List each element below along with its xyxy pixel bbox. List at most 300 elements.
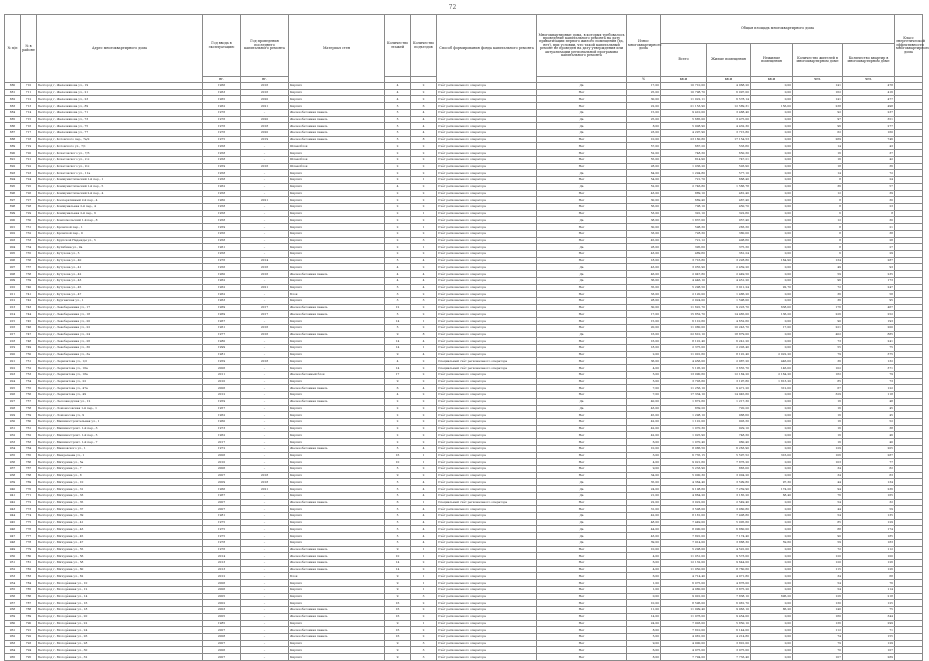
cell-fund-method: Счёт регионального оператора — [437, 560, 537, 567]
cell-area-total: 7 794,00 — [661, 654, 707, 661]
cell-n: 903 — [5, 237, 21, 244]
cell-area-res: 503,90 — [707, 163, 751, 170]
cell-year-renovation: – — [241, 627, 289, 634]
cell-fund-method: Счёт регионального оператора — [437, 633, 537, 640]
cell-floors: 2 — [385, 203, 411, 210]
cell-need-repair: Нет — [537, 197, 627, 204]
cell-wear: 15,00 — [627, 318, 661, 325]
cell-fund-method: Счёт регионального оператора — [437, 654, 537, 661]
cell-area-nonres: 0,00 — [751, 318, 793, 325]
cell-wear: 38,00 — [627, 217, 661, 224]
cell-material: Кирпич — [289, 647, 385, 654]
cell-area-total: 1 025,90 — [661, 432, 707, 439]
cell-material: Кирпич — [289, 197, 385, 204]
cell-energy-class — [895, 217, 923, 224]
cell-address: Белгород г, Кутузова ул., 41 — [37, 264, 203, 271]
cell-year-built: 1959 — [203, 224, 241, 231]
cell-year-built: 1958 — [203, 210, 241, 217]
cell-address: Белгород г, Мичурина ул., 8 — [37, 472, 203, 479]
cell-energy-class — [895, 499, 923, 506]
cell-year-built: 1962 — [203, 277, 241, 284]
table-row — [5, 210, 923, 217]
cell-apartments: 27 — [843, 244, 895, 251]
cell-fund-method: Счёт регионального оператора — [437, 324, 537, 331]
cell-area-nonres: 0,00 — [751, 499, 793, 506]
cell-wear: 54,00 — [627, 177, 661, 184]
cell-address: Белгород г, Курганская ул., 1 — [37, 298, 203, 305]
cell-year-renovation: – — [241, 573, 289, 580]
table-row — [5, 385, 923, 392]
cell-floors: 2 — [385, 150, 411, 157]
cell-area-nonres: 2 164,20 — [751, 371, 793, 378]
cell-area-total: 721,70 — [661, 177, 707, 184]
cell-material: Кирпич — [289, 593, 385, 600]
cell-area-total: 11 950,00 — [661, 566, 707, 573]
cell-floors: 4 — [385, 277, 411, 284]
cell-apartments: 107 — [843, 647, 895, 654]
cell-area-res: 3 801,00 — [707, 640, 751, 647]
cell-residents: 54 — [793, 580, 843, 587]
header-floors: Количество этажей — [385, 15, 411, 77]
table-row — [5, 291, 923, 298]
cell-need-repair: Да — [537, 492, 627, 499]
cell-n: 899 — [5, 210, 21, 217]
table-row — [5, 620, 923, 627]
cell-residents: 106 — [793, 452, 843, 459]
cell-residents: 112 — [793, 627, 843, 634]
cell-n: 897 — [5, 197, 21, 204]
cell-n: 911 — [5, 291, 21, 298]
cell-address: Белгород г, Железнякова ул., 89 — [37, 103, 203, 110]
cell-address: Белгород г, Левобережная ул., 17 — [37, 304, 203, 311]
cell-entrances: 4 — [411, 116, 437, 123]
cell-need-repair: Да — [537, 123, 627, 130]
cell-floors: 5 — [385, 103, 411, 110]
cell-energy-class — [895, 150, 923, 157]
cell-entrances: 2 — [411, 217, 437, 224]
cell-need-repair: Да — [537, 331, 627, 338]
cell-wear: 23,00 — [627, 130, 661, 137]
cell-residents: 54 — [793, 499, 843, 506]
cell-entrances: 1 — [411, 573, 437, 580]
cell-year-built: 1958 — [203, 250, 241, 257]
cell-residents: 76 — [793, 492, 843, 499]
cell-need-repair: Нет — [537, 613, 627, 620]
cell-energy-class — [895, 607, 923, 614]
cell-fund-method: Счёт регионального оператора — [437, 392, 537, 399]
cell-fund-method: Счёт регионального оператора — [437, 445, 537, 452]
cell-address: Белгород г, Мичурина ул., 37 — [37, 506, 203, 513]
cell-residents: 8 — [793, 230, 843, 237]
cell-fund-method: Счёт регионального оператора — [437, 183, 537, 190]
cell-year-built: 1972 — [203, 445, 241, 452]
cell-floors: 2 — [385, 244, 411, 251]
cell-entrances: 2 — [411, 291, 437, 298]
cell-region: 745 — [21, 318, 37, 325]
cell-material: Кирпич — [289, 472, 385, 479]
cell-n: 894 — [5, 177, 21, 184]
cell-need-repair: Да — [537, 526, 627, 533]
cell-energy-class — [895, 573, 923, 580]
cell-material: Кирпич — [289, 338, 385, 345]
cell-area-res: 8 760,60 — [707, 566, 751, 573]
cell-year-renovation: 2020 — [241, 130, 289, 137]
cell-n: 937 — [5, 465, 21, 472]
cell-material: Кирпич — [289, 264, 385, 271]
cell-year-renovation: – — [241, 277, 289, 284]
cell-region: 750 — [21, 351, 37, 358]
cell-area-nonres: 312,00 — [751, 385, 793, 392]
cell-fund-method: Счёт регионального оператора — [437, 539, 537, 546]
unit-apartments: чел. — [843, 77, 895, 83]
cell-region: 767 — [21, 465, 37, 472]
cell-area-nonres: 86,20 — [751, 607, 793, 614]
cell-entrances: 2 — [411, 465, 437, 472]
cell-year-renovation: – — [241, 459, 289, 466]
cell-fund-method: Счёт регионального оператора — [437, 627, 537, 634]
cell-address: Белгород г, Железнякова ул., 19 — [37, 83, 203, 90]
cell-apartments: 287 — [843, 452, 895, 459]
cell-fund-method: Счёт регионального оператора — [437, 291, 537, 298]
table-row — [5, 324, 923, 331]
cell-n: 940 — [5, 486, 21, 493]
cell-area-res: 1 486,20 — [707, 291, 751, 298]
cell-fund-method: Счёт регионального оператора — [437, 96, 537, 103]
cell-fund-method: Счёт регионального оператора — [437, 371, 537, 378]
cell-apartments: 126 — [843, 560, 895, 567]
cell-address: Белгород г, Молодёжная ул., 12 — [37, 586, 203, 593]
cell-year-renovation: – — [241, 318, 289, 325]
cell-year-renovation: – — [241, 620, 289, 627]
cell-address: Белгород г, Кутузова ул., 40 — [37, 257, 203, 264]
table-row — [5, 183, 923, 190]
cell-area-total: 6 075,00 — [661, 580, 707, 587]
cell-area-total: 1 837,00 — [661, 217, 707, 224]
cell-wear: 8,00 — [627, 654, 661, 661]
cell-energy-class — [895, 425, 923, 432]
cell-energy-class — [895, 277, 923, 284]
cell-residents: 88 — [793, 526, 843, 533]
cell-area-res: 3 228,80 — [707, 257, 751, 264]
cell-need-repair: Нет — [537, 371, 627, 378]
cell-address: Белгород г, Мичурина ул., 35 — [37, 499, 203, 506]
cell-residents: 16 — [793, 432, 843, 439]
cell-area-total: 721,12 — [661, 237, 707, 244]
cell-area-res: 3 911,24 — [707, 284, 751, 291]
cell-entrances: 4 — [411, 351, 437, 358]
cell-year-built: 2012 — [203, 573, 241, 580]
cell-need-repair: Нет — [537, 418, 627, 425]
cell-address: Белгород г, Железнякова ул., 21 — [37, 89, 203, 96]
table-row — [5, 298, 923, 305]
cell-entrances: 2 — [411, 439, 437, 446]
cell-floors: 2 — [385, 143, 411, 150]
cell-wear: 5,00 — [627, 371, 661, 378]
cell-wear: 25,00 — [627, 116, 661, 123]
cell-area-total: 8 086,50 — [661, 445, 707, 452]
cell-need-repair: Да — [537, 479, 627, 486]
cell-year-renovation: – — [241, 452, 289, 459]
cell-entrances: 1 — [411, 546, 437, 553]
cell-area-nonres: 0,00 — [751, 130, 793, 137]
cell-wear: 10,00 — [627, 445, 661, 452]
cell-apartments: 344 — [843, 613, 895, 620]
cell-energy-class — [895, 345, 923, 352]
cell-floors: 2 — [385, 217, 411, 224]
cell-year-built: 1981 — [203, 513, 241, 520]
cell-region: 738 — [21, 271, 37, 278]
table-row — [5, 264, 923, 271]
cell-n: 944 — [5, 513, 21, 520]
cell-need-repair: Нет — [537, 298, 627, 305]
cell-floors: 16 — [385, 613, 411, 620]
cell-wear: 6,00 — [627, 647, 661, 654]
cell-energy-class — [895, 358, 923, 365]
cell-area-res: 7 174,40 — [707, 533, 751, 540]
cell-area-total: 11 691,70 — [661, 304, 707, 311]
cell-material: Кирпич — [289, 459, 385, 466]
cell-year-renovation: – — [241, 533, 289, 540]
cell-area-res: 10 243,70 — [707, 324, 751, 331]
cell-residents: 329 — [793, 392, 843, 399]
cell-wear: 6,00 — [627, 439, 661, 446]
cell-material: Кирпич — [289, 83, 385, 90]
cell-need-repair: Нет — [537, 385, 627, 392]
cell-fund-method: Счёт регионального оператора — [437, 311, 537, 318]
cell-region: 720 — [21, 150, 37, 157]
cell-fund-method: Счёт регионального оператора — [437, 593, 537, 600]
cell-entrances: 3 — [411, 647, 437, 654]
cell-area-total: 8 596,00 — [661, 600, 707, 607]
cell-wear: 30,00 — [627, 304, 661, 311]
cell-apartments: 205 — [843, 445, 895, 452]
table-row — [5, 633, 923, 640]
cell-wear: 33,00 — [627, 291, 661, 298]
cell-wear: 31,00 — [627, 506, 661, 513]
cell-year-renovation: – — [241, 183, 289, 190]
cell-area-total: 7 903,00 — [661, 620, 707, 627]
cell-area-total: 4 900,00 — [661, 640, 707, 647]
cell-apartments: 95 — [843, 298, 895, 305]
cell-need-repair: Да — [537, 398, 627, 405]
cell-entrances: 4 — [411, 109, 437, 116]
cell-area-nonres: 0,00 — [751, 83, 793, 90]
cell-entrances: 4 — [411, 513, 437, 520]
cell-area-total: 4 714,40 — [661, 573, 707, 580]
cell-material: Кирпич — [289, 230, 385, 237]
cell-area-total: 11 999,40 — [661, 607, 707, 614]
cell-n: 927 — [5, 398, 21, 405]
cell-floors: 5 — [385, 257, 411, 264]
cell-address: Белгород г, Коммунальная 2-й пер., 6 — [37, 210, 203, 217]
cell-entrances: 1 — [411, 345, 437, 352]
cell-need-repair: Нет — [537, 600, 627, 607]
cell-wear: 7,00 — [627, 385, 661, 392]
cell-floors: 5 — [385, 130, 411, 137]
cell-floors: 4 — [385, 89, 411, 96]
cell-year-built: 2006 — [203, 452, 241, 459]
cell-floors: 4 — [385, 358, 411, 365]
cell-region: 795 — [21, 654, 37, 661]
cell-year-renovation: – — [241, 170, 289, 177]
cell-year-built: 1958 — [203, 143, 241, 150]
cell-wear: 30,00 — [627, 96, 661, 103]
cell-area-total: 8 101,40 — [661, 338, 707, 345]
cell-wear: 6,00 — [627, 573, 661, 580]
cell-entrances: 2 — [411, 150, 437, 157]
cell-n: 941 — [5, 492, 21, 499]
cell-entrances: 2 — [411, 371, 437, 378]
cell-material: Кирпич — [289, 203, 385, 210]
cell-fund-method: Счёт регионального оператора — [437, 432, 537, 439]
header-apartments: Количество квартир в многоквартирном доме — [843, 44, 895, 77]
cell-floors: 17 — [385, 371, 411, 378]
cell-residents: 162 — [793, 89, 843, 96]
cell-n: 965 — [5, 654, 21, 661]
cell-apartments: 21 — [843, 224, 895, 231]
cell-need-repair: Нет — [537, 506, 627, 513]
cell-area-nonres: 0,00 — [751, 271, 793, 278]
cell-wear: 57,00 — [627, 143, 661, 150]
cell-region: 772 — [21, 499, 37, 506]
cell-fund-method: Счёт регионального оператора — [437, 405, 537, 412]
cell-region: 763 — [21, 439, 37, 446]
cell-floors: 2 — [385, 432, 411, 439]
cell-area-nonres: 0,00 — [751, 338, 793, 345]
cell-material: Кирпич — [289, 351, 385, 358]
cell-fund-method: Счёт регионального оператора — [437, 197, 537, 204]
cell-residents: 115 — [793, 566, 843, 573]
cell-region: 753 — [21, 371, 37, 378]
cell-energy-class — [895, 103, 923, 110]
cell-need-repair: Нет — [537, 318, 627, 325]
cell-n: 914 — [5, 311, 21, 318]
unit-area-total: кв.м — [661, 77, 707, 83]
cell-entrances: 2 — [411, 392, 437, 399]
cell-n: 910 — [5, 284, 21, 291]
cell-residents: 34 — [793, 472, 843, 479]
cell-year-built: 2013 — [203, 560, 241, 567]
cell-need-repair: Да — [537, 539, 627, 546]
cell-energy-class — [895, 284, 923, 291]
cell-fund-method: Счёт регионального оператора — [437, 109, 537, 116]
cell-area-total: 23 160,80 — [661, 136, 707, 143]
cell-year-built: 2006 — [203, 586, 241, 593]
cell-fund-method: Счёт регионального оператора — [437, 130, 537, 137]
cell-area-res: 3 475,00 — [707, 116, 751, 123]
cell-apartments: 23 — [843, 203, 895, 210]
cell-region: 785 — [21, 586, 37, 593]
cell-area-res: 6 144,00 — [707, 627, 751, 634]
cell-year-built: 1963 — [203, 298, 241, 305]
cell-need-repair: Нет — [537, 351, 627, 358]
cell-area-nonres: 0,00 — [751, 405, 793, 412]
cell-year-renovation: 2014 — [241, 257, 289, 264]
cell-floors: 3 — [385, 291, 411, 298]
cell-apartments: 39 — [843, 190, 895, 197]
cell-wear: 35,00 — [627, 479, 661, 486]
cell-year-built: 1976 — [203, 116, 241, 123]
cell-area-nonres: 0,00 — [751, 163, 793, 170]
cell-area-res: 903,30 — [707, 418, 751, 425]
cell-area-nonres: 0,00 — [751, 560, 793, 567]
cell-area-nonres: 316,00 — [751, 452, 793, 459]
cell-material: Кирпич — [289, 425, 385, 432]
cell-material: Кирпич — [289, 539, 385, 546]
cell-need-repair: Нет — [537, 311, 627, 318]
cell-address: Белгород г, Кочетовского ул., 9 п — [37, 163, 203, 170]
cell-n: 908 — [5, 271, 21, 278]
cell-floors: 2 — [385, 425, 411, 432]
cell-need-repair: Нет — [537, 257, 627, 264]
cell-area-total: 728,30 — [661, 230, 707, 237]
cell-year-renovation: – — [241, 230, 289, 237]
cell-area-total: 3 716,80 — [661, 257, 707, 264]
cell-year-built: 1973 — [203, 425, 241, 432]
cell-region: 741 — [21, 291, 37, 298]
cell-n: 956 — [5, 593, 21, 600]
cell-residents: 36 — [793, 183, 843, 190]
cell-wear: 55,00 — [627, 156, 661, 163]
cell-address: Белгород г, Мичурина ул., 39 — [37, 513, 203, 520]
cell-floors: 5 — [385, 533, 411, 540]
cell-area-total: 11 080,00 — [661, 324, 707, 331]
cell-need-repair: Нет — [537, 224, 627, 231]
cell-area-total: 21 153,90 — [661, 103, 707, 110]
cell-floors: 2 — [385, 237, 411, 244]
cell-residents: 141 — [793, 96, 843, 103]
cell-wear: 43,00 — [627, 250, 661, 257]
cell-residents: 221 — [793, 324, 843, 331]
cell-area-nonres: 0,00 — [751, 331, 793, 338]
cell-year-renovation: – — [241, 586, 289, 593]
cell-apartments: 58 — [843, 291, 895, 298]
cell-area-res: 929,10 — [707, 425, 751, 432]
cell-area-res: 467,40 — [707, 197, 751, 204]
cell-residents: 12 — [793, 190, 843, 197]
cell-need-repair: Да — [537, 109, 627, 116]
cell-apartments: 235 — [843, 271, 895, 278]
cell-area-nonres: 446,00 — [751, 358, 793, 365]
cell-wear: 8,00 — [627, 627, 661, 634]
cell-wear: 21,00 — [627, 492, 661, 499]
cell-wear: 1,00 — [627, 586, 661, 593]
cell-area-total: 11 001,60 — [661, 351, 707, 358]
cell-apartments: 289 — [843, 654, 895, 661]
cell-year-built: 1976 — [203, 130, 241, 137]
cell-apartments: 30 — [843, 217, 895, 224]
cell-region: 712 — [21, 96, 37, 103]
cell-region: 713 — [21, 103, 37, 110]
cell-floors: 2 — [385, 190, 411, 197]
cell-need-repair: Нет — [537, 250, 627, 257]
cell-area-nonres: 68,40 — [751, 492, 793, 499]
table-row — [5, 647, 923, 654]
cell-energy-class — [895, 257, 923, 264]
cell-wear: 18,00 — [627, 345, 661, 352]
cell-area-res: 12 589,31 — [707, 103, 751, 110]
cell-need-repair: Нет — [537, 580, 627, 587]
cell-n: 952 — [5, 566, 21, 573]
cell-region: 727 — [21, 197, 37, 204]
cell-energy-class — [895, 237, 923, 244]
cell-area-total: 669,40 — [661, 197, 707, 204]
cell-year-renovation: – — [241, 526, 289, 533]
cell-energy-class — [895, 318, 923, 325]
cell-entrances: 1 — [411, 210, 437, 217]
cell-material: Железобетонная панель — [289, 331, 385, 338]
table-row — [5, 109, 923, 116]
